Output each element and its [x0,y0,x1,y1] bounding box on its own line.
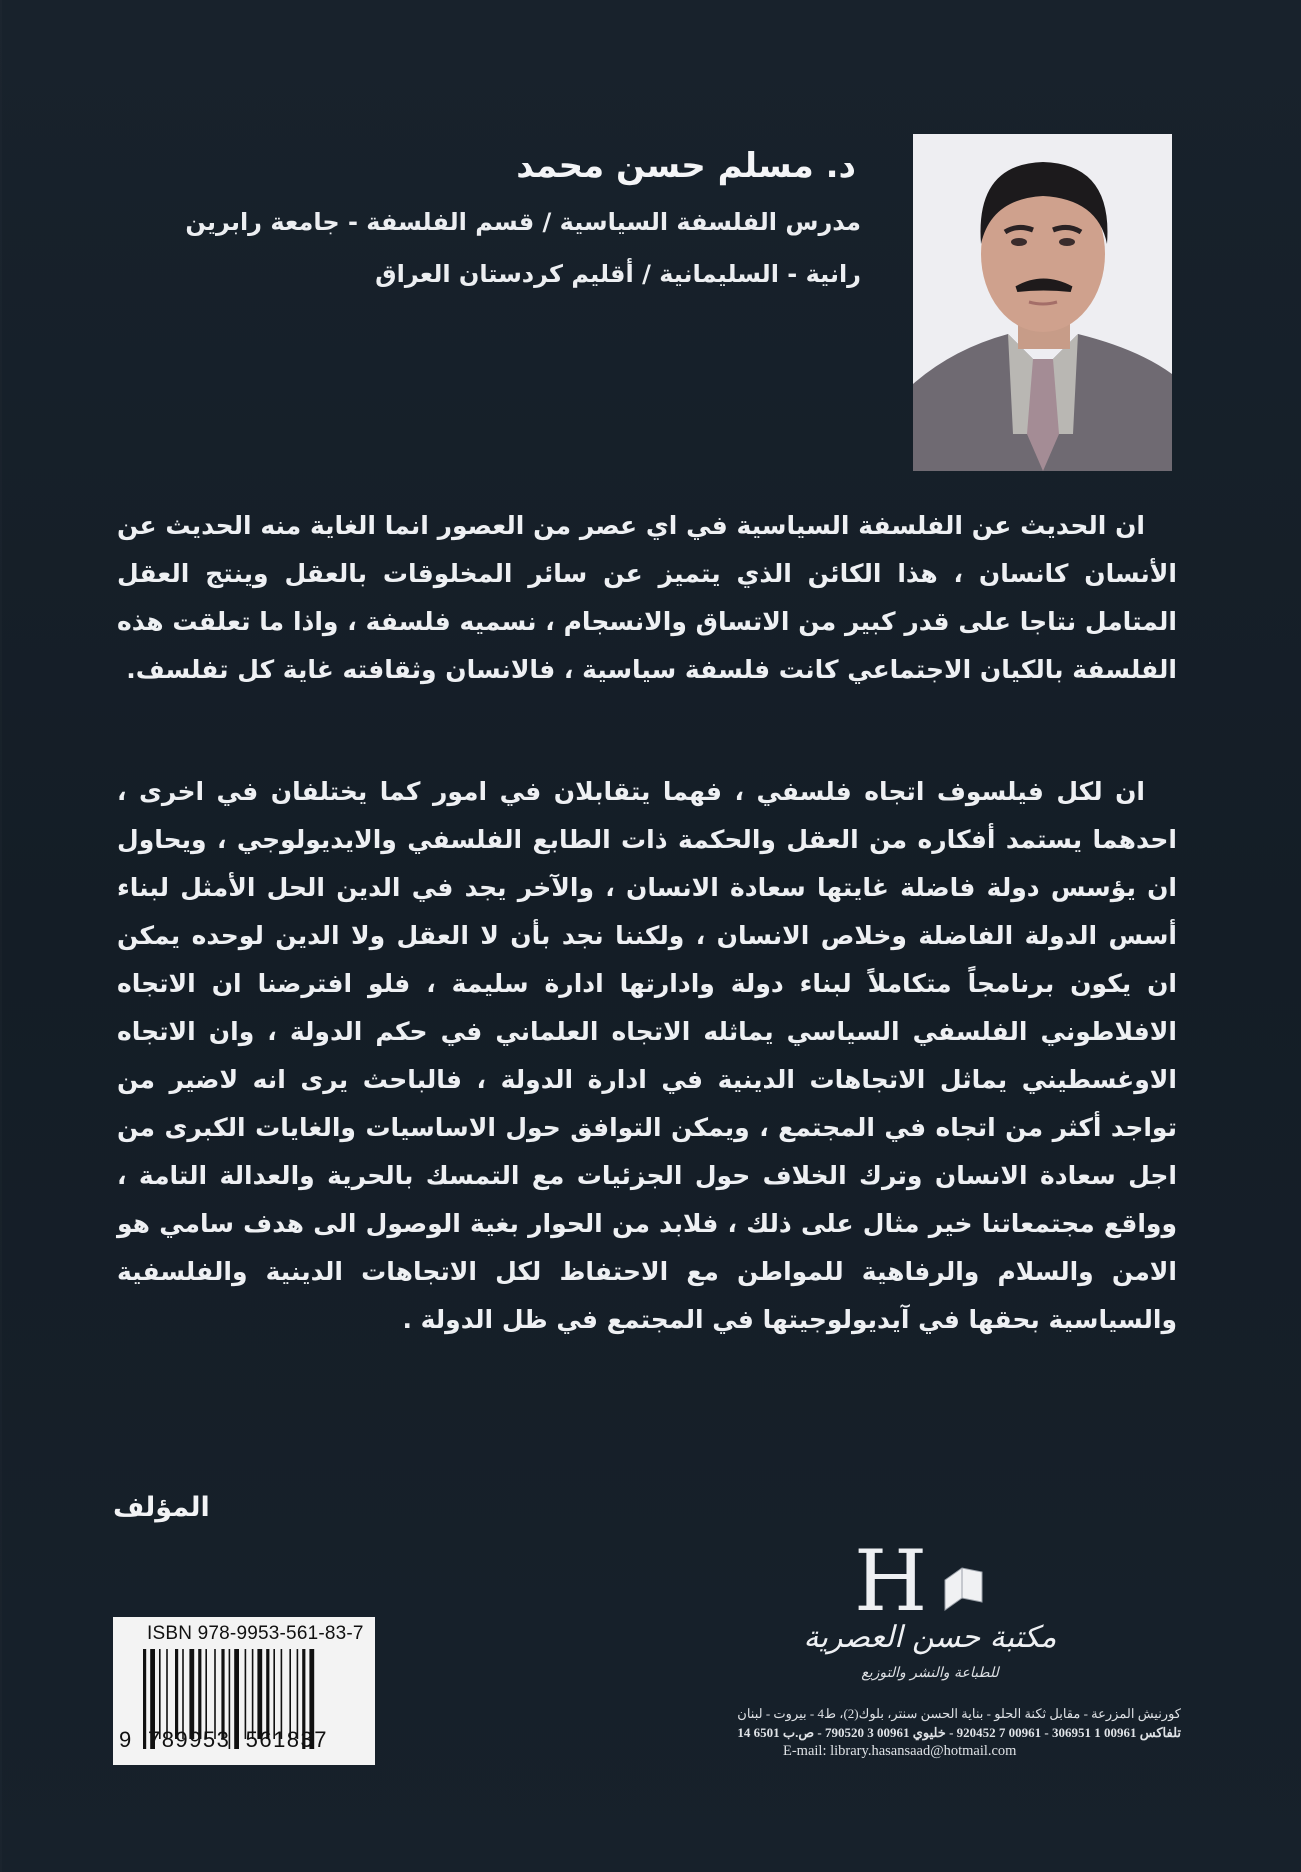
publisher-address: كورنيش المزرعة - مقابل ثكنة الحلو - بناية الحسن سنتر، بلوك(2)، ط4 - بيروت - لبنان [737,1706,1181,1721]
publisher-subtitle: للطباعة والنشر والتوزيع [861,1665,999,1681]
paragraph-text: ان الحديث عن الفلسفة السياسية في اي عصر من العصور انما الغاية منه الحديث عن الأنسان كانسان ، هذا الكائن الذي يتميز عن سائر المخلوقات بالعقل وينتج العقل المتامل نتاجا على قدر كبير من الاتساق والانسجام ، نسميه فلسفة ، واذا ما تعلقت هذه الفلسفة بالكيان الاجتماعي كانت فلسفة سياسية ، فالانسان وثقافته غاية كل تفلسف. [117,511,1177,684]
barcode-bar [221,1649,224,1739]
barcode-bar [245,1649,247,1739]
paragraph-1 [117,502,1177,694]
author-name: د. مسلم حسن محمد [516,146,856,186]
barcode-bar [159,1649,161,1739]
author-location: رانية - السليمانية / أقليم كردستان العراق [375,260,861,288]
author-signature: المؤلف [113,1492,210,1523]
barcode-bar [297,1649,299,1739]
barcode-bar [182,1649,184,1739]
barcode-bar [257,1649,262,1739]
paragraph-2 [117,768,1177,1344]
isbn-number: ISBN 978-9953-561-83-7 [147,1623,364,1644]
barcode-bar [189,1649,194,1739]
barcode-bar [198,1649,201,1739]
barcode-bar [175,1649,178,1739]
publisher-name: مكتبة حسن العصرية [803,1620,1057,1655]
isbn-barcode [113,1617,375,1765]
publisher-logo-icon [850,1540,990,1618]
barcode-digits: 9 789953 561837 [119,1727,329,1752]
barcode-bar [273,1649,275,1739]
barcode-bar [266,1649,269,1739]
barcode-bar [214,1649,216,1739]
barcode-bar [281,1649,283,1739]
barcode-bar [289,1649,291,1739]
barcode-bar [205,1649,207,1739]
author-photo [913,134,1172,471]
barcode-bar [252,1649,254,1739]
paragraph-text: ان لكل فيلسوف اتجاه فلسفي ، فهما يتقابلان في امور كما يختلفان في اخرى ، احدهما يستمد أفكاره من العقل والحكمة ذات الطابع الفلسفي والايديولوجي ، ويحاول ان يؤسس دولة فاضلة غايتها سعادة الانسان ، والآخر يجد في الدين الحل الأمثل لبناء أسس الدولة الفاضلة وخلاص الانسان ، ولكننا نجد بأن لا العقل ولا الدين لوحده يمكن ان يكون برنامجاً متكاملاً لبناء دولة وادارتها ادارة سليمة ، فلو افترضنا ان الاتجاه الافلاطوني الفلسفي السياسي يماثله الاتجاه العلماني في حكم الدولة ، وان الاتجاه الاوغسطيني يماثل الاتجاهات الدينية في ادارة الدولة ، فالباحث يرى انه لاضير من تواجد أكثر من اتجاه في المجتمع ، ويمكن التوافق حول الاساسيات والغايات الكبرى من اجل سعادة الانسان وترك الخلاف حول الجزئيات مع التمسك بالحرية والعدالة التامة ، وواقع مجتمعاتنا خير مثال على ذلك ، فلابد من الحوار بغية الوصول الى هدف سامي هو الامن والسلام والرفاهية للمواطن مع الاحتفاظ لكل الاتجاهات الدينية والفلسفية والسياسية بحقها في آيديولوجيتها في المجتمع في ظل الدولة . [117,777,1177,1334]
barcode-bar [166,1649,168,1739]
publisher-email: E-mail: library.hasansaad@hotmail.com [783,1743,1017,1759]
logo-letter: H [854,1540,928,1618]
author-portrait-image [913,134,1172,471]
author-position: مدرس الفلسفة السياسية / قسم الفلسفة - جامعة رابرين [185,208,861,236]
publisher-phones: تلفاكس 00961 1 306951 - 00961 7 920452 - خليوي 00961 3 790520 - ص.ب 6501 14 [737,1725,1181,1740]
